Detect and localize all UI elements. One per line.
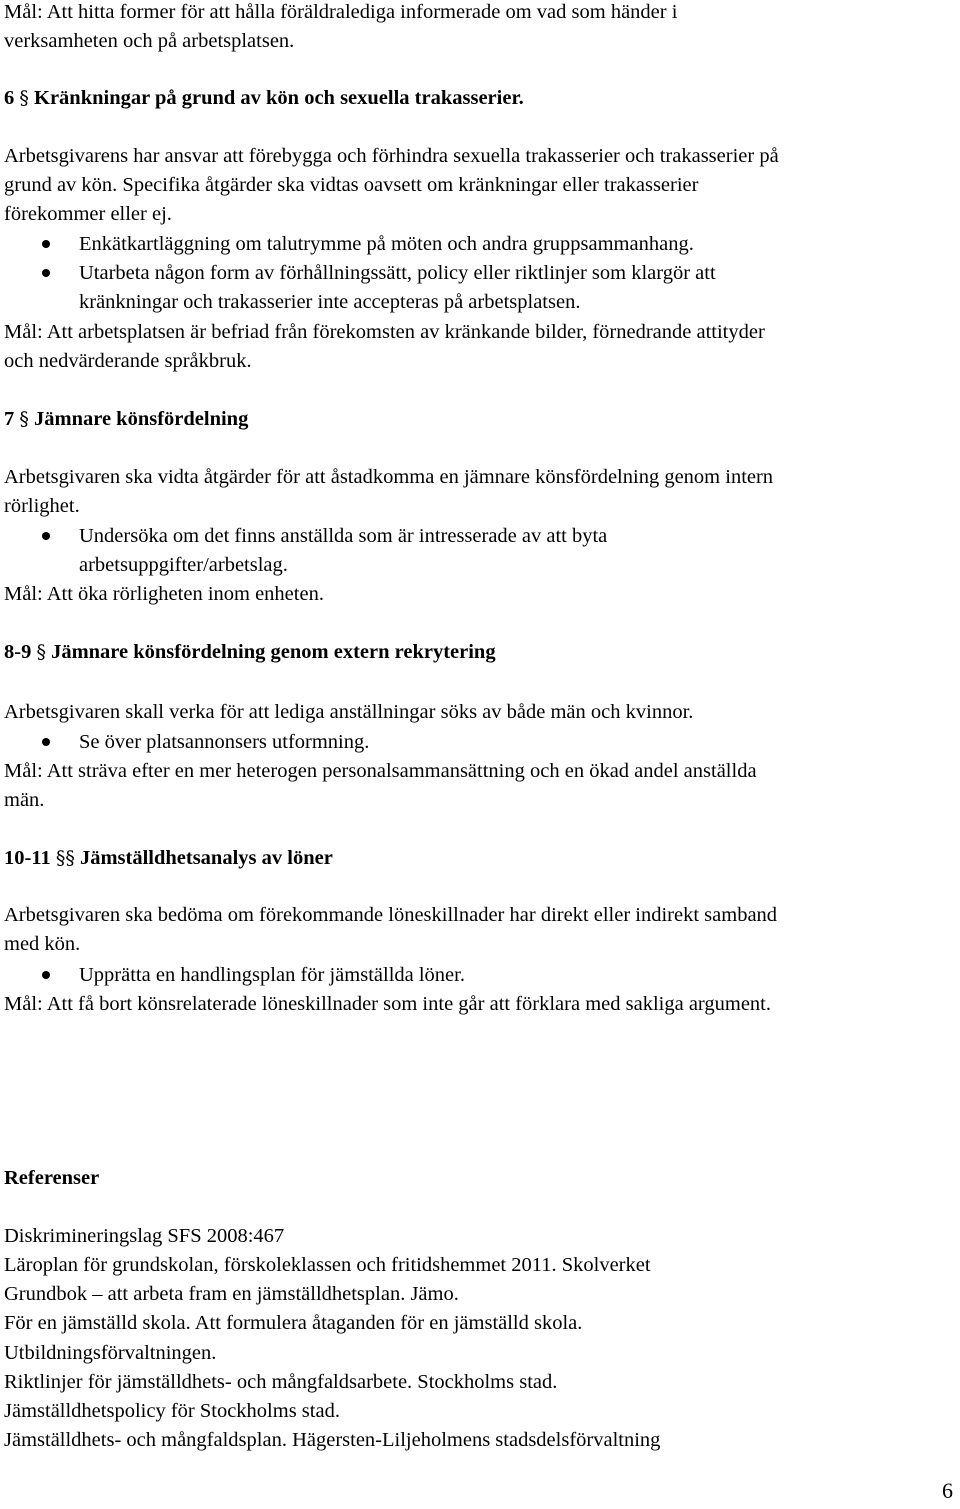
section-8-9-heading: [4, 640, 496, 664]
reference-item: Jämställdhetspolicy för Stockholms stad.: [4, 1400, 340, 1422]
section-10-11-paragraph-line: med kön.: [4, 933, 81, 955]
section-number: 8-9: [4, 641, 32, 663]
reference-item: Diskrimineringslag SFS 2008:467: [4, 1225, 285, 1247]
reference-item: För en jämställd skola. Att formulera åtaganden för en jämställd skola.: [4, 1312, 583, 1334]
bullet-icon: [42, 240, 50, 248]
section-8-9-goal-line: män.: [4, 789, 45, 811]
section-number: 6: [4, 87, 15, 109]
reference-item: Riktlinjer för jämställdhets- och mångfaldsarbete. Stockholms stad.: [4, 1371, 558, 1393]
section-7-heading: [4, 407, 248, 431]
reference-item: Grundbok – att arbeta fram en jämställdhetsplan. Jämo.: [4, 1283, 459, 1305]
paragraph-symbol: §: [19, 408, 29, 430]
paragraph-symbol: §§: [55, 847, 75, 869]
section-10-11-bullet: Upprätta en handlingsplan för jämställda löner.: [79, 964, 465, 986]
section-6-bullet: Utarbeta någon form av förhållningssätt, policy eller riktlinjer som klargör att: [79, 262, 716, 284]
section-10-11-paragraph-line: Arbetsgivaren ska bedöma om förekommande löneskillnader har direkt eller indirekt samband: [4, 904, 778, 926]
section-7-bullet-continuation: arbetsuppgifter/arbetslag.: [79, 554, 288, 576]
section-7-goal: Mål: Att öka rörligheten inom enheten.: [4, 583, 324, 605]
section-6-heading: [4, 86, 524, 110]
bullet-icon: [42, 971, 50, 979]
section-6-goal-line: Mål: Att arbetsplatsen är befriad från förekomsten av kränkande bilder, förnedrande attityder: [4, 321, 765, 343]
reference-item: Utbildningsförvaltningen.: [4, 1342, 217, 1364]
section-6-paragraph-line: grund av kön. Specifika åtgärder ska vidtas oavsett om kränkningar eller trakasserier: [4, 174, 699, 196]
section-7-paragraph-line: Arbetsgivaren ska vidta åtgärder för att åstadkomma en jämnare könsfördelning genom intern: [4, 466, 774, 488]
section-title: Jämställdhetsanalys av löner: [79, 847, 333, 869]
section-10-11-heading: [4, 846, 333, 870]
bullet-icon: [42, 269, 50, 277]
section-6-paragraph-line: Arbetsgivarens har ansvar att förebygga och förhindra sexuella trakasserier och trakasserier på: [4, 145, 779, 167]
reference-item: Läroplan för grundskolan, förskoleklassen och fritidshemmet 2011. Skolverket: [4, 1254, 651, 1276]
intro-goal-line: verksamheten och på arbetsplatsen.: [4, 30, 295, 52]
page-number: 6: [942, 1478, 953, 1503]
section-title: Jämnare könsfördelning genom extern rekrytering: [51, 641, 496, 663]
section-10-11-goal: Mål: Att få bort könsrelaterade löneskillnader som inte går att förklara med sakliga argument.: [4, 993, 771, 1015]
bullet-icon: [42, 738, 50, 746]
intro-goal-line: Mål: Att hitta former för att hålla föräldralediga informerade om vad som händer i: [4, 1, 678, 23]
section-7-bullet: Undersöka om det finns anställda som är intresserade av att byta: [79, 525, 608, 547]
section-title: Kränkningar på grund av kön och sexuella trakasserier.: [34, 87, 524, 109]
section-6-paragraph-line: förekommer eller ej.: [4, 203, 172, 225]
section-7-paragraph-line: rörlighet.: [4, 495, 80, 517]
paragraph-symbol: §: [19, 87, 29, 109]
section-title: Jämnare könsfördelning: [34, 408, 249, 430]
section-6-bullet-continuation: kränkningar och trakasserier inte accepteras på arbetsplatsen.: [79, 291, 581, 313]
section-6-bullet: Enkätkartläggning om talutrymme på möten och andra gruppsammanhang.: [79, 233, 694, 255]
section-number: 7: [4, 408, 15, 430]
references-heading: Referenser: [4, 1167, 100, 1189]
section-number: 10-11: [4, 847, 51, 869]
section-6-goal-line: och nedvärderande språkbruk.: [4, 350, 252, 372]
paragraph-symbol: §: [36, 641, 46, 663]
section-8-9-goal-line: Mål: Att sträva efter en mer heterogen personalsammansättning och en ökad andel anställda: [4, 760, 757, 782]
section-8-9-paragraph: Arbetsgivaren skall verka för att lediga anställningar söks av både män och kvinnor.: [4, 701, 694, 723]
bullet-icon: [42, 532, 50, 540]
section-8-9-bullet: Se över platsannonsers utformning.: [79, 731, 370, 753]
reference-item: Jämställdhets- och mångfaldsplan. Hägersten-Liljeholmens stadsdelsförvaltning: [4, 1429, 661, 1451]
